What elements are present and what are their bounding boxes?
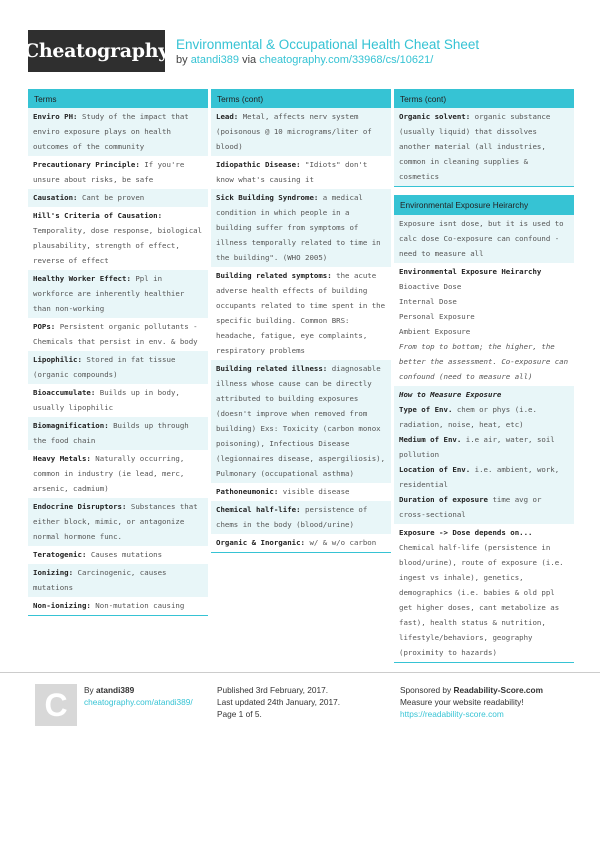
term-definition: Builds up through the food chain: [33, 421, 189, 445]
term-entry: [28, 318, 208, 351]
term-name: Biomagnification:: [33, 421, 109, 430]
footer-publish-info: [217, 684, 340, 720]
page-title[interactable]: Environmental & Occupational Health Cheat Sheet: [176, 37, 480, 52]
sponsor-name[interactable]: Readability-Score.com: [453, 685, 543, 695]
term-entry: [28, 156, 208, 189]
term-name: Heavy Metals:: [33, 454, 91, 463]
term-name: Healthy Worker Effect:: [33, 274, 131, 283]
term-name: Hill's Criteria of Causation:: [33, 211, 163, 220]
term-name: Organic & Inorganic:: [216, 538, 305, 547]
column-2: [211, 89, 391, 553]
measure-term: Location of Env.: [399, 465, 471, 474]
dose-text: Chemical half-life (persistence in blood/urine), route of exposure (i.e. ingest vs inhale), genetics, demographics (i.e. babies & old ppl get higher doses, cant metabolize as fast), health status & nutrition, lifestyle/behaviors, geography (proximity to hazards): [399, 543, 564, 657]
term-definition: Carcinogenic, causes mutations: [33, 568, 167, 592]
term-name: Sick Building Syndrome:: [216, 193, 319, 202]
term-name: Causation:: [33, 193, 78, 202]
term-definition: visible disease: [278, 487, 350, 496]
term-entry: [211, 156, 391, 189]
term-entry: [28, 450, 208, 498]
term-definition: Builds up in body, usually lipophilic: [33, 388, 180, 412]
term-entry: [211, 501, 391, 534]
measure-term: Medium of Env.: [399, 435, 462, 444]
heirarchy-item: Internal Dose: [399, 297, 457, 306]
term-entry: [28, 351, 208, 384]
term-definition: Temporality, dose response, biological plausability, strength of effect, reverse of effect: [33, 226, 203, 265]
dose-title: Exposure -> Dose depends on...: [399, 528, 533, 537]
author-avatar[interactable]: C: [35, 684, 77, 726]
measure-term: Duration of exposure: [399, 495, 488, 504]
column-1: [28, 89, 208, 616]
measure-def: i.e. ambient, work, residential: [399, 465, 560, 489]
measure-title: How to Measure Exposure: [399, 390, 502, 399]
term-definition: Study of the impact that enviro exposure plays on health outcomes of the community: [33, 112, 189, 151]
sheet-url-link[interactable]: cheatography.com/33968/cs/10621/: [259, 54, 434, 66]
term-entry: [28, 564, 208, 597]
term-definition: Naturally occurring, common in industry (ie lead, merc, arsenic, cadmium): [33, 454, 185, 493]
term-definition: a medical condition in which people in a building suffer from symptoms of illness temporally related to time in the building". (WHO 2005): [216, 193, 381, 262]
term-definition: Cant be proven: [77, 193, 145, 202]
term-name: Ionizing:: [33, 568, 74, 577]
term-entry: [28, 384, 208, 417]
term-name: Non-ionizing:: [33, 601, 91, 610]
exposure-heirarchy-section: [394, 215, 574, 663]
page-number: Page 1 of 5.: [217, 709, 262, 719]
term-definition: the acute adverse health effects of building occupants related to time spent in the specific building. Common BRS: headache, fatigue, eye complaints, respiratory problems: [216, 271, 386, 355]
dose-depends: [394, 524, 574, 662]
sponsor-prefix: Sponsored by: [400, 685, 452, 695]
heirarchy-title: Environmental Exposure Heirarchy: [399, 267, 542, 276]
footer-author-block: [84, 684, 193, 708]
sponsor-link[interactable]: https://readability-score.com: [400, 709, 504, 719]
measure-term: Type of Env.: [399, 405, 453, 414]
footer-by-label: By: [84, 685, 94, 695]
term-name: Pathoneumonic:: [216, 487, 279, 496]
term-definition: persistence of chems in the body (blood/urine): [216, 505, 368, 529]
exposure-intro: Exposure isnt dose, but it is used to calc dose Co-exposure can confound - need to measure all: [394, 215, 574, 263]
measure-def: chem or phys (i.e. radiation, noise, heat, etc): [399, 405, 537, 429]
page-footer: [0, 672, 600, 732]
cheatography-logo[interactable]: Cheatography: [28, 30, 165, 72]
term-definition: Metal, affects nerv system (poisonous @ 10 micrograms/liter of blood): [216, 112, 372, 151]
heirarchy-item: Ambient Exposure: [399, 327, 471, 336]
term-name: Teratogenic:: [33, 550, 87, 559]
term-definition: organic substance (usually liquid) that dissolves another material (all industries, common in cleaning supplies & cosmetics: [399, 112, 551, 181]
term-definition: Substances that either block, mimic, or antagonize normal hormone func.: [33, 502, 198, 541]
term-definition: w/ & w/o carbon: [305, 538, 377, 547]
column-3: [394, 89, 574, 663]
term-definition: Persistent organic pollutants - Chemicals that persist in env. & body: [33, 322, 198, 346]
term-name: Organic solvent:: [399, 112, 471, 121]
measure-def: i.e air, water, soil pollution: [399, 435, 555, 459]
term-entry: [28, 270, 208, 318]
updated-date: Last updated 24th January, 2017.: [217, 697, 341, 707]
term-entry: [28, 546, 208, 564]
term-entry: [28, 207, 208, 270]
term-definition: Non-mutation causing: [90, 601, 185, 610]
section-heading-terms-cont: Terms (cont): [211, 89, 391, 108]
heirarchy-item: Personal Exposure: [399, 312, 475, 321]
term-entry: [211, 534, 391, 552]
heirarchy-note: From top to bottom; the higher, the better the assessment. Co-exposure can confound (need to measure all): [399, 342, 569, 381]
term-definition: If you're unsure about risks, be safe: [33, 160, 185, 184]
term-entry: [28, 108, 208, 156]
term-name: Bioaccumulate:: [33, 388, 96, 397]
terms-cont-table-2: [394, 108, 574, 187]
measure-exposure: [394, 386, 574, 524]
heirarchy-list: [394, 263, 574, 386]
term-name: Building related illness:: [216, 364, 328, 373]
term-entry: [211, 108, 391, 156]
term-name: Chemical half-life:: [216, 505, 301, 514]
terms-table: [28, 108, 208, 616]
term-entry: [211, 267, 391, 360]
term-entry: [394, 108, 574, 186]
footer-author-link[interactable]: cheatography.com/atandi389/: [84, 697, 193, 707]
page-header: [0, 0, 600, 80]
term-name: POPs:: [33, 322, 56, 331]
footer-sponsor: [400, 684, 543, 720]
term-entry: [28, 498, 208, 546]
term-name: Enviro PH:: [33, 112, 78, 121]
term-name: Idiopathic Disease:: [216, 160, 301, 169]
term-entry: [28, 189, 208, 207]
term-entry: [211, 483, 391, 501]
term-entry: [211, 360, 391, 483]
section-heading-exposure-heirarchy: Environmental Exposure Heirarchy: [394, 195, 574, 215]
term-entry: [28, 417, 208, 450]
term-definition: diagnosable illness whose cause can be directly attributed to building exposures (doesn't improve when removed from building) Exs: Toxicity (carbon monox poisoning), Infectious Disease (legionnaires disease, aspergiliosis), Pulmonary (occupational asthma): [216, 364, 386, 478]
term-definition: Ppl in workforce are inherently healthier than non-working: [33, 274, 185, 313]
term-name: Endocrine Disruptors:: [33, 502, 127, 511]
term-definition: Stored in fat tissue (organic compounds): [33, 355, 176, 379]
via-label: via: [242, 54, 257, 66]
term-definition: "Idiots" don't know what's causing it: [216, 160, 368, 184]
section-heading-terms-cont-2: Terms (cont): [394, 89, 574, 108]
term-name: Precautionary Principle:: [33, 160, 140, 169]
term-name: Lead:: [216, 112, 239, 121]
term-name: Building related symptoms:: [216, 271, 332, 280]
by-label: by: [176, 54, 188, 66]
terms-cont-table: [211, 108, 391, 553]
footer-author-name[interactable]: atandi389: [96, 685, 135, 695]
term-entry: [211, 189, 391, 267]
measure-def: time avg or cross-sectional: [399, 495, 542, 519]
term-definition: Causes mutations: [86, 550, 163, 559]
published-date: Published 3rd February, 2017.: [217, 685, 328, 695]
sponsor-tagline: Measure your website readability!: [400, 697, 524, 707]
section-heading-terms: Terms: [28, 89, 208, 108]
author-link[interactable]: atandi389: [190, 54, 240, 66]
heirarchy-item: Bioactive Dose: [399, 282, 462, 291]
term-name: Lipophilic:: [33, 355, 82, 364]
byline: [176, 54, 433, 66]
term-entry: [28, 597, 208, 615]
